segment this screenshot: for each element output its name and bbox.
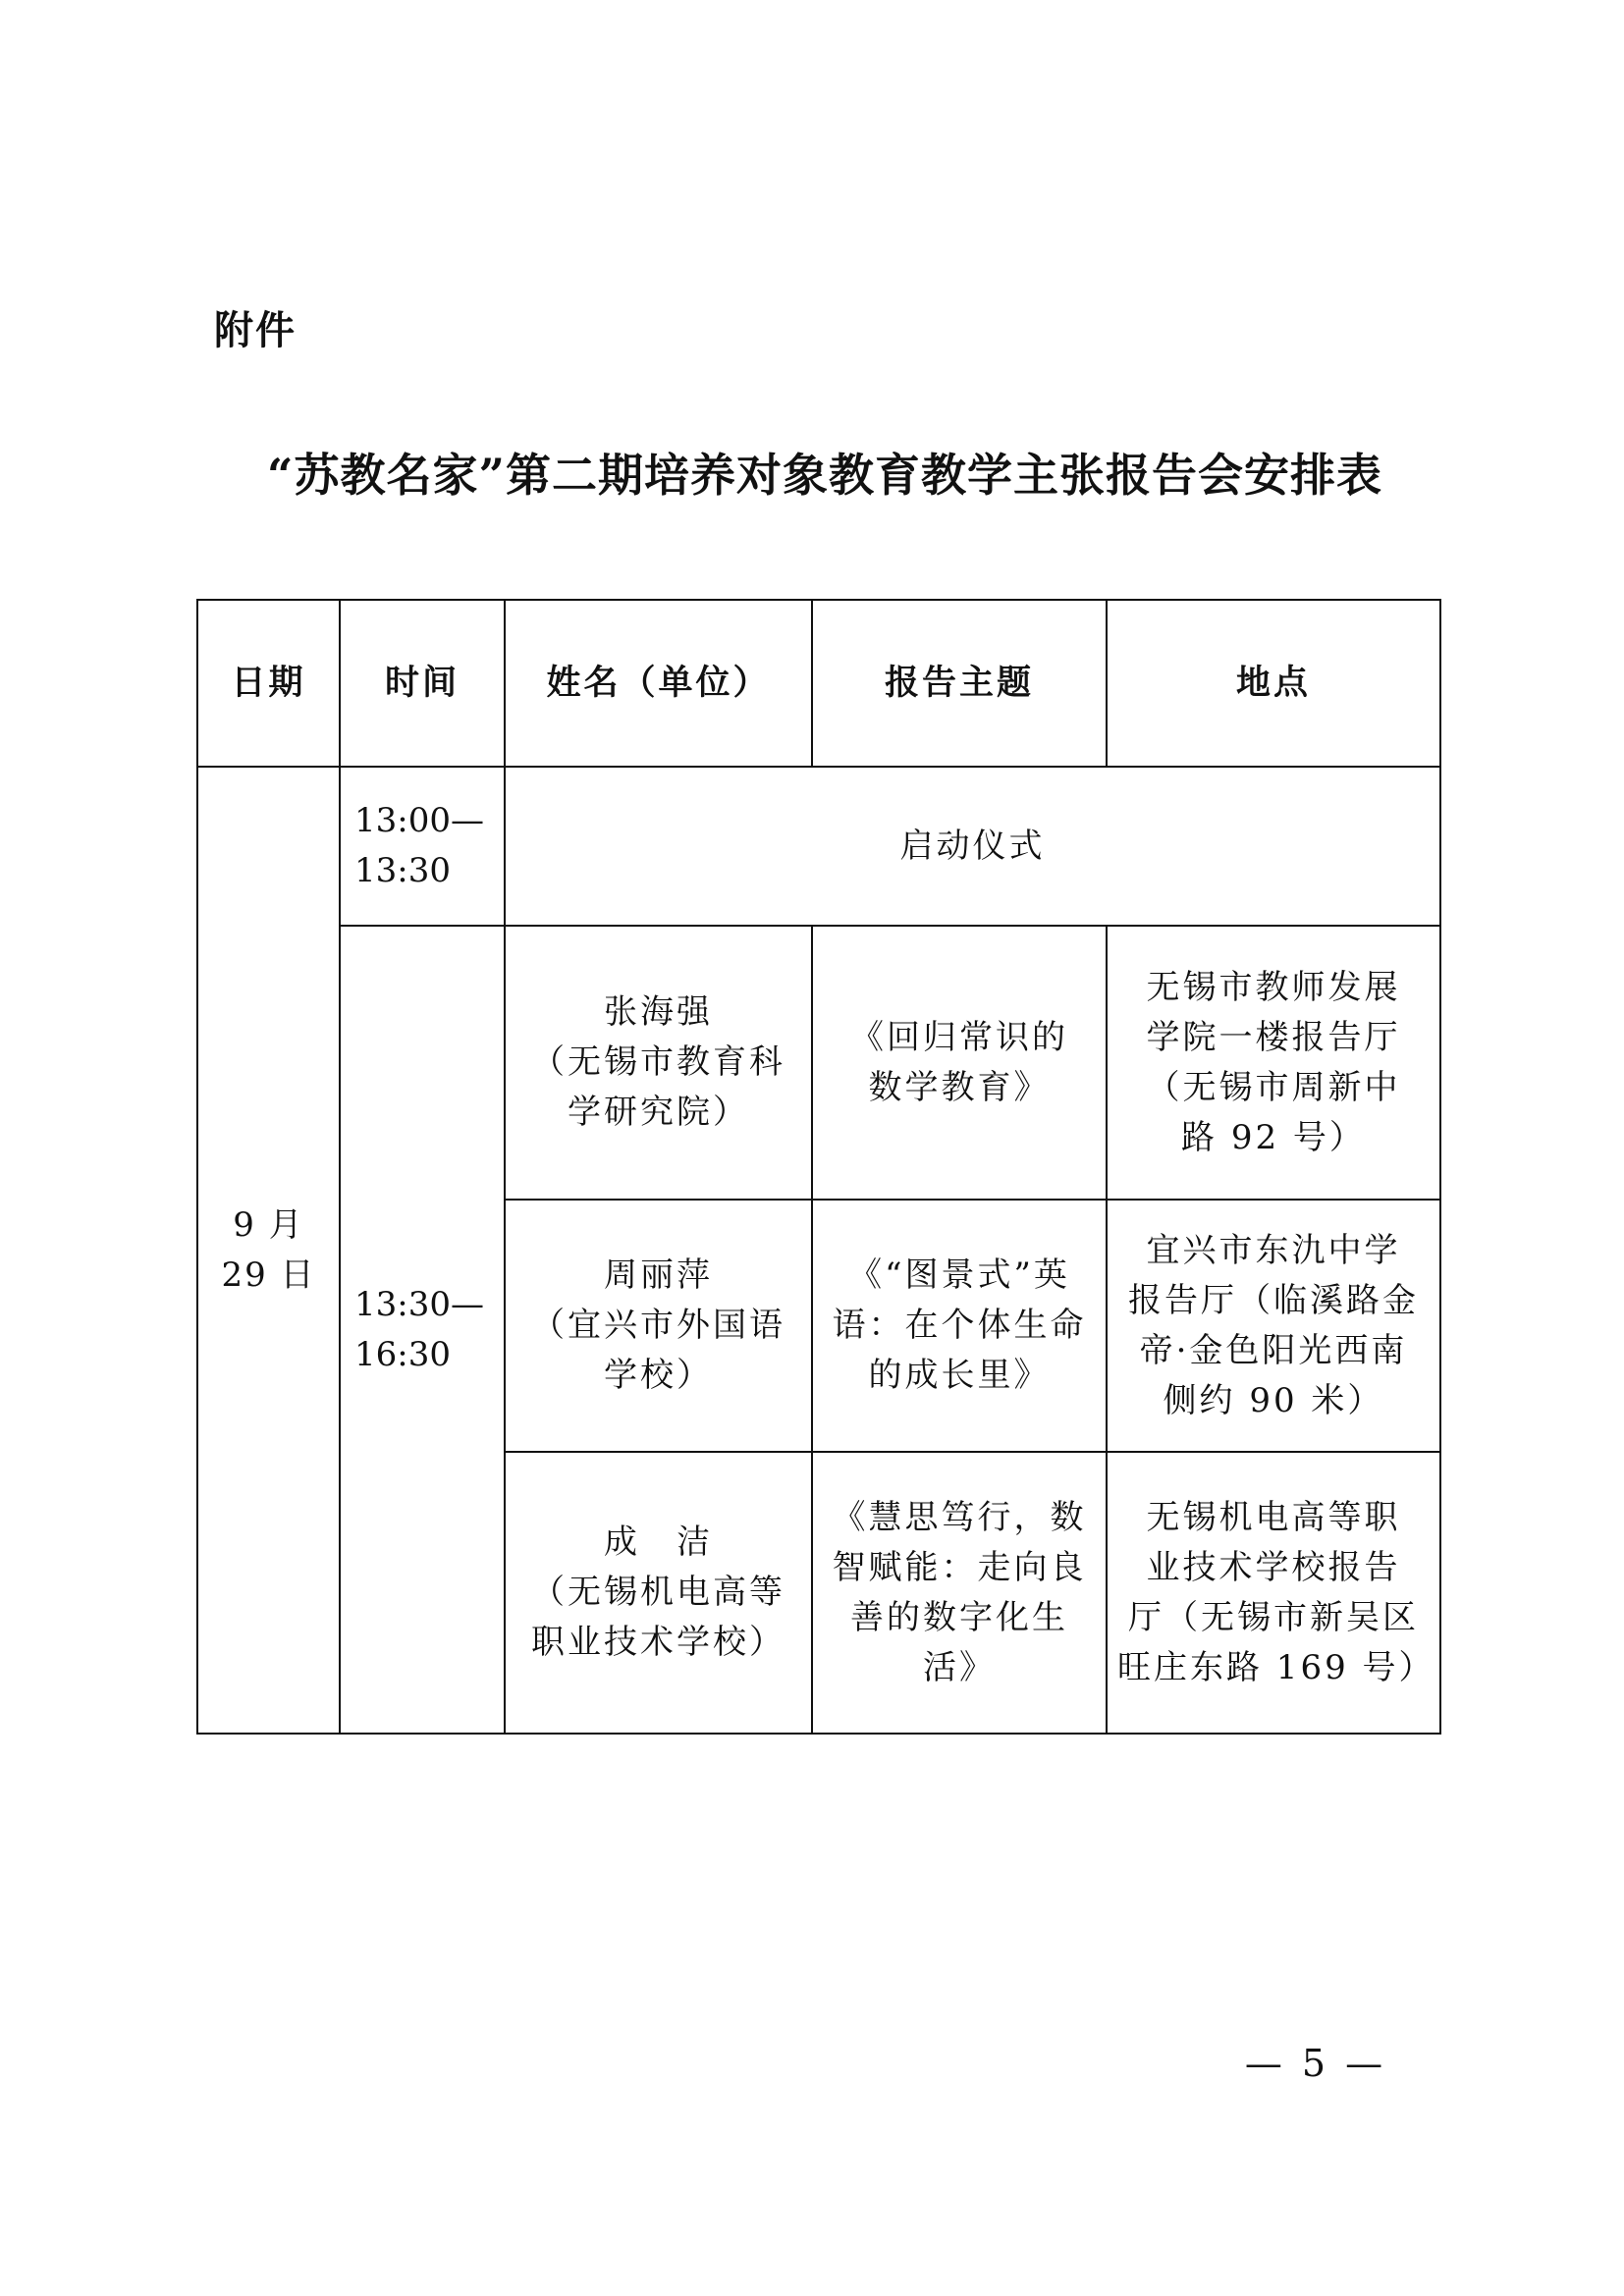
attachment-label: 附件 xyxy=(214,308,297,353)
topic-line: 《慧思笃行，数 xyxy=(832,1497,1087,1537)
opening-time-cell xyxy=(340,767,505,926)
header-name-unit: 姓名（单位） xyxy=(505,600,812,767)
opening-time-end: 13:30 xyxy=(354,851,451,890)
speaker-unit-line: （无锡市教育科 xyxy=(531,1042,785,1082)
location-line: 报告厅（临溪路金 xyxy=(1128,1280,1419,1320)
header-location: 地点 xyxy=(1107,600,1440,767)
location-line: 无锡机电高等职 xyxy=(1146,1497,1401,1537)
table-header-row xyxy=(197,600,1440,767)
opening-time-start: 13:00— xyxy=(354,801,484,840)
topic-cell xyxy=(812,1452,1107,1734)
topic-line: 《“图景式”英 xyxy=(848,1255,1070,1295)
topic-line: 数学教育》 xyxy=(868,1067,1051,1107)
session-time-start: 13:30— xyxy=(354,1284,484,1324)
location-cell xyxy=(1107,926,1440,1200)
location-line: 宜兴市东氿中学 xyxy=(1146,1230,1401,1270)
session-time-end: 16:30 xyxy=(354,1334,451,1374)
speaker-unit-line: 学校） xyxy=(604,1356,713,1395)
header-date: 日期 xyxy=(197,600,340,767)
topic-line: 语：在个体生命 xyxy=(832,1306,1087,1345)
speaker-unit-line: （宜兴市外国语 xyxy=(531,1306,785,1345)
speaker-unit-line: 学研究院） xyxy=(568,1093,749,1132)
location-line: 帝·金色阳光西南 xyxy=(1139,1330,1408,1370)
speaker-unit-line: 职业技术学校） xyxy=(531,1623,785,1662)
topic-line: 智赋能：走向良 xyxy=(832,1547,1087,1587)
header-time: 时间 xyxy=(340,600,505,767)
session-time-cell xyxy=(340,926,505,1734)
date-cell xyxy=(197,767,340,1734)
location-line: 路 92 号） xyxy=(1181,1117,1366,1157)
schedule-table xyxy=(196,599,1441,1735)
topic-line: 的成长里》 xyxy=(868,1356,1051,1395)
location-line: （无锡市周新中 xyxy=(1146,1067,1401,1107)
location-line: 厅（无锡市新吴区 xyxy=(1128,1597,1419,1637)
speaker-name: 张海强 xyxy=(604,992,713,1032)
table-row xyxy=(197,926,1440,1200)
date-day: 29 日 xyxy=(221,1255,316,1295)
location-line: 侧约 90 米） xyxy=(1163,1380,1384,1420)
speaker-cell xyxy=(505,1200,812,1452)
speaker-name: 周丽萍 xyxy=(604,1255,713,1295)
topic-line: 善的数字化生 xyxy=(850,1597,1068,1637)
page-number: — 5 — xyxy=(1244,2042,1387,2085)
location-cell xyxy=(1107,1452,1440,1734)
date-month: 9 月 xyxy=(233,1204,304,1245)
location-line: 无锡市教师发展 xyxy=(1146,967,1401,1007)
speaker-unit-line: （无锡机电高等 xyxy=(531,1573,785,1612)
topic-cell xyxy=(812,1200,1107,1452)
topic-cell xyxy=(812,926,1107,1200)
speaker-cell xyxy=(505,926,812,1200)
location-line: 学院一楼报告厅 xyxy=(1146,1017,1401,1057)
location-line: 业技术学校报告 xyxy=(1146,1547,1401,1587)
speaker-name: 成 洁 xyxy=(604,1522,713,1562)
document-title: “苏教名家”第二期培养对象教育教学主张报告会安排表 xyxy=(267,449,1382,502)
location-cell xyxy=(1107,1200,1440,1452)
table-row-opening xyxy=(197,767,1440,926)
topic-line: 活》 xyxy=(923,1647,996,1687)
topic-line: 《回归常识的 xyxy=(850,1017,1068,1057)
header-topic: 报告主题 xyxy=(812,600,1107,767)
speaker-cell xyxy=(505,1452,812,1734)
opening-ceremony-cell: 启动仪式 xyxy=(505,767,1440,926)
location-line: 旺庄东路 169 号） xyxy=(1117,1647,1435,1687)
